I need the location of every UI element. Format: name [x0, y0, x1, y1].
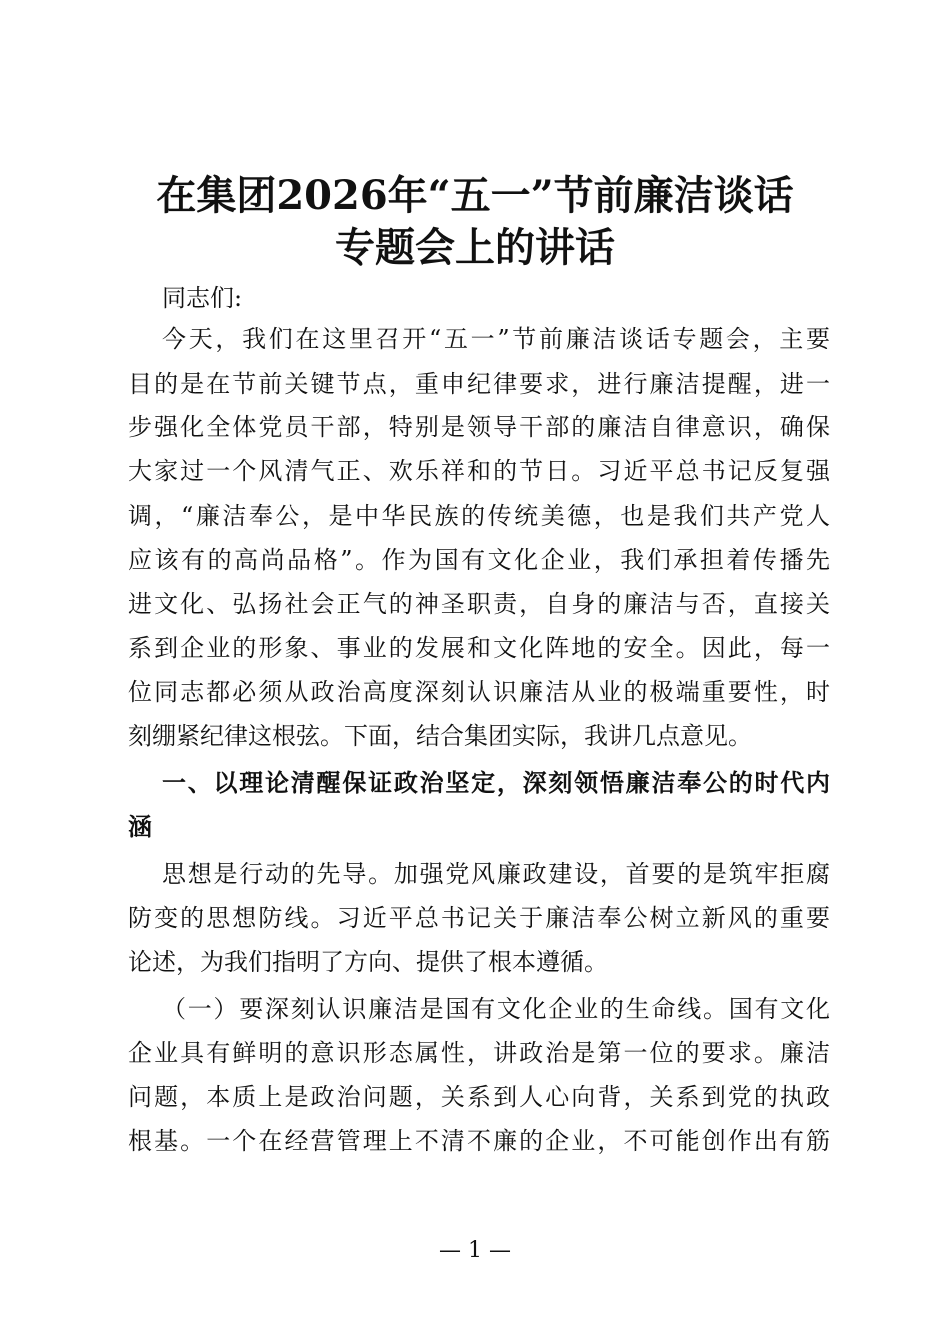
- para1-line: 今天，我们在这里召开“五一”节前廉洁谈话专题会，主要: [162, 325, 830, 353]
- para1-line: 进文化、弘扬社会正气的神圣职责，自身的廉洁与否，直接关: [128, 590, 830, 618]
- para3-line: 企业具有鲜明的意识形态属性，讲政治是第一位的要求。廉洁: [128, 1039, 830, 1067]
- salutation: 同志们:: [162, 284, 243, 312]
- para3-line: 问题，本质上是政治问题，关系到人心向背，关系到党的执政: [128, 1083, 830, 1111]
- para1-line: 系到企业的形象、事业的发展和文化阵地的安全。因此，每一: [128, 634, 830, 662]
- page-number: — 1 —: [439, 1238, 511, 1263]
- para1-line: 目的是在节前关键节点，重申纪律要求，进行廉洁提醒，进一: [128, 370, 830, 398]
- para2-line: 思想是行动的先导。加强党风廉政建设，首要的是筑牢拒腐: [162, 860, 830, 888]
- section-heading-line: 一、以理论清醒保证政治坚定，深刻领悟廉洁奉公的时代内: [162, 769, 830, 797]
- para1-line: 步强化全体党员干部，特别是领导干部的廉洁自律意识，确保: [128, 413, 830, 441]
- para1-line: 应该有的高尚品格”。作为国有文化企业，我们承担着传播先: [128, 546, 830, 574]
- para1-line: 刻绷紧纪律这根弦。下面，结合集团实际，我讲几点意见。: [128, 722, 752, 750]
- para1-line: 调，“廉洁奉公，是中华民族的传统美德，也是我们共产党人: [128, 502, 830, 530]
- para2-line: 防变的思想防线。习近平总书记关于廉洁奉公树立新风的重要: [128, 904, 830, 932]
- document-title-line1: 在集团2026年“五一”节前廉洁谈话: [156, 172, 794, 219]
- para1-line: 位同志都必须从政治高度深刻认识廉洁从业的极端重要性，时: [128, 678, 830, 706]
- document-title-line2: 专题会上的讲话: [335, 224, 615, 271]
- para1-line: 大家过一个风清气正、欢乐祥和的节日。习近平总书记反复强: [128, 457, 830, 485]
- para3-line: 根基。一个在经营管理上不清不廉的企业，不可能创作出有筋: [128, 1127, 830, 1155]
- section-heading-line: 涵: [128, 813, 152, 841]
- para2-line: 论述，为我们指明了方向、提供了根本遵循。: [128, 948, 608, 976]
- para3-line: （一）要深刻认识廉洁是国有文化企业的生命线。国有文化: [162, 995, 830, 1023]
